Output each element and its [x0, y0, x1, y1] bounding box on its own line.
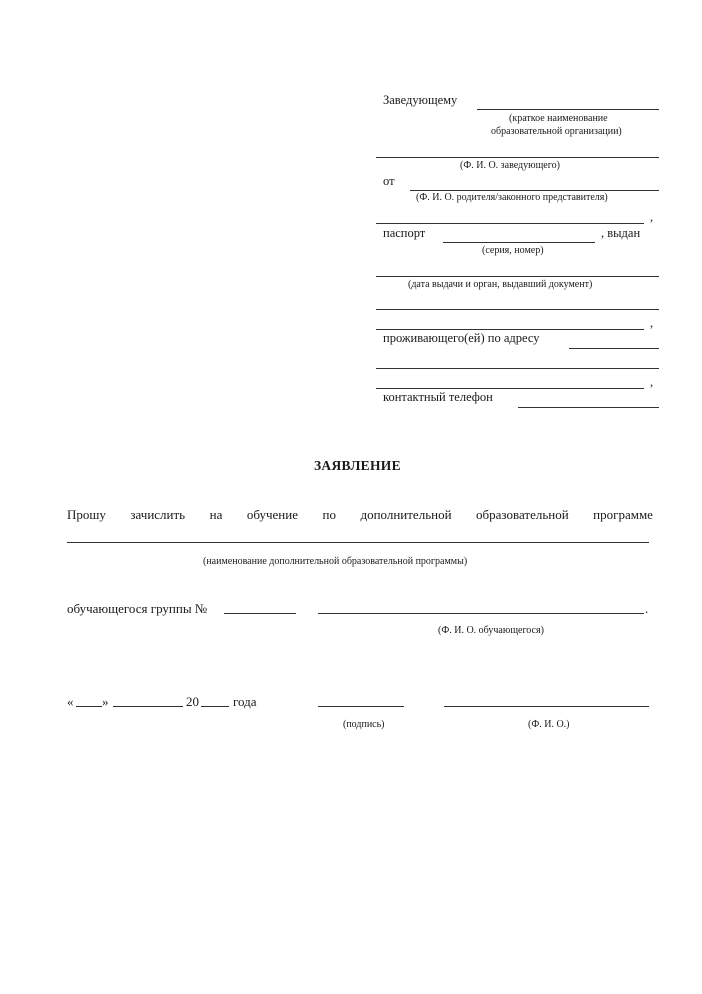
- request-word: дополнительной: [360, 507, 452, 522]
- issue-field[interactable]: [376, 276, 659, 277]
- address-field[interactable]: [569, 348, 659, 349]
- passport-label: паспорт: [383, 226, 426, 240]
- program-name-field[interactable]: [67, 542, 649, 543]
- end-dot: .: [645, 601, 649, 616]
- issue-caption: (дата выдачи и орган, выдавший документ): [408, 279, 593, 290]
- group-label: обучающегося группы №: [67, 601, 208, 616]
- month-field[interactable]: [113, 706, 183, 707]
- issued-label: , выдан: [601, 226, 641, 240]
- request-word: зачислить: [130, 507, 186, 522]
- issue-field-2[interactable]: [376, 309, 659, 310]
- parent-name-field-2[interactable]: [376, 223, 644, 224]
- address-label: проживающего(ей) по адресу: [383, 331, 540, 345]
- address-field-3[interactable]: [376, 388, 644, 389]
- head-name-caption: (Ф. И. О. заведующего): [460, 160, 560, 171]
- request-word: программе: [593, 507, 653, 522]
- phone-label: контактный телефон: [383, 390, 493, 404]
- request-line: [67, 507, 653, 523]
- parent-name-field[interactable]: [410, 190, 659, 191]
- signature-caption: (подпись): [343, 719, 385, 730]
- document-title: ЗАЯВЛЕНИЕ: [314, 458, 401, 473]
- parent-caption: (Ф. И. О. родителя/законного представителя): [416, 192, 608, 203]
- name-caption: (Ф. И. О.): [528, 719, 570, 730]
- year-suffix: года: [233, 694, 257, 709]
- issue-field-3[interactable]: [376, 329, 644, 330]
- request-word: Прошу: [67, 507, 106, 522]
- year-prefix: 20: [186, 694, 199, 709]
- address-field-2[interactable]: [376, 368, 659, 369]
- student-caption: (Ф. И. О. обучающегося): [438, 625, 544, 636]
- from-label: от: [383, 174, 395, 188]
- org-caption-line1: (краткое наименование: [509, 113, 608, 124]
- passport-caption: (серия, номер): [482, 245, 544, 256]
- year-field[interactable]: [201, 706, 229, 707]
- phone-field[interactable]: [518, 407, 659, 408]
- student-name-field[interactable]: [318, 613, 644, 614]
- comma-1: ,: [650, 210, 654, 224]
- org-caption-line2: образовательной организации): [491, 126, 622, 137]
- day-field[interactable]: [76, 706, 102, 707]
- request-word: обучение: [246, 507, 298, 522]
- comma-3: ,: [650, 375, 654, 389]
- request-word: на: [209, 507, 223, 522]
- quote-close: »: [102, 694, 109, 709]
- program-caption: (наименование дополнительной образовательной программы): [203, 556, 468, 567]
- head-name-field[interactable]: [376, 157, 659, 158]
- to-label: Заведующему: [383, 93, 458, 107]
- request-word: по: [322, 507, 336, 522]
- request-word: образовательной: [476, 507, 569, 522]
- quote-open: «: [67, 694, 74, 709]
- signer-name-field[interactable]: [444, 706, 649, 707]
- signature-field[interactable]: [318, 706, 404, 707]
- comma-2: ,: [650, 316, 654, 330]
- org-name-field[interactable]: [477, 109, 659, 110]
- passport-number-field[interactable]: [443, 242, 595, 243]
- group-number-field[interactable]: [224, 613, 296, 614]
